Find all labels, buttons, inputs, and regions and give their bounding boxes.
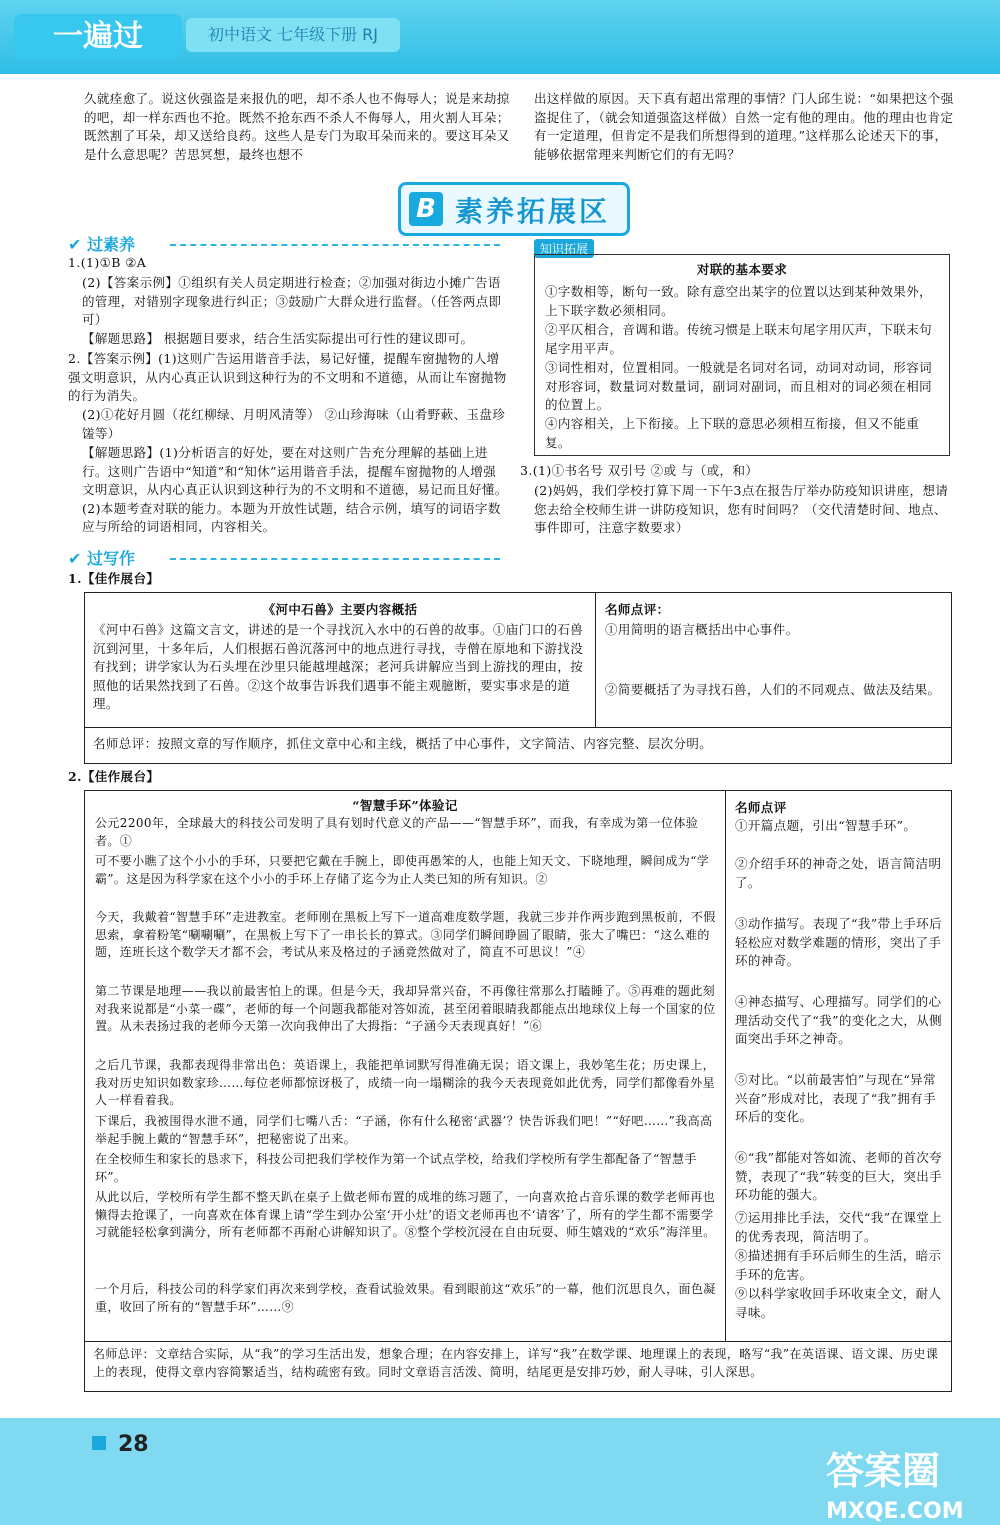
essay-1-body: 《河中石兽》这篇文言文，讲述的是一个寻找沉入水中的石兽的故事。①庙门口的石兽沉到河里，十多年后，人们根据石兽沉落河中的地点进行寻找，寺僧在原地和下游找没有找到；讲学家认为石头埋在沙里只能越埋越深；老河兵讲解应当到上游找的理由，按照他的话果然找到了石兽。②这个故事告诉我们遇事不能主观臆断，要实事求是的道理。 (93, 622, 584, 711)
essay-2-p2: 可不要小瞧了这个小小的手环，只要把它戴在手腕上，即使再愚笨的人，也能上知天文、下晓地理，瞬间成为“学霸”。这是因为科学家在这个小小的手环上存储了迄今为止人类已知的所有知识。② (95, 854, 710, 886)
knowledge-item-4: ④内容相关，上下衔接。上下联的意思必须相互衔接，但又不能重复。 (545, 416, 920, 450)
comment-2-1: ①开篇点题，引出“智慧手环”。 (735, 818, 917, 833)
heading-rule-2 (170, 558, 500, 560)
check-icon: ✔ (68, 549, 82, 568)
showcase-label-1: 1.【佳作展台】 (68, 571, 160, 586)
continued-text-right: 出这样做的原因。天下真有超出常理的事情？门人邱生说：“如果把这个强盗捉住了，（就会知道强盗这样做）自然一定有他的理由。他的理由也肯定有一定道理，但肯定不是我们所想得到的道理。”这样那么论述天下的事，能够依据常理来判断它们的有无吗？ (534, 91, 954, 162)
essay-1-cell (85, 593, 596, 727)
section-b-label: 素养拓展区 (455, 195, 611, 228)
q3-speech: (2)妈妈，我们学校打算下周一下午3点在报告厅举办防疫知识讲座，想请您去给全校师生讲一讲防疫知识，您有时间吗？（交代清楚时间、地点、事件即可，注意字数要求） (534, 483, 949, 535)
comment-2-4: ④神态描写、心理描写。同学们的心理活动交代了“我”的变化之大，从侧面突出手环之神奇。 (735, 994, 943, 1046)
heading-guo-suyang (68, 232, 135, 255)
essay-table-1 (84, 592, 952, 764)
section-b-badge: B (409, 192, 443, 226)
comment-2-3: ③动作描写。表现了“我”带上手环后轻松应对数学难题的情形，突出了手环的神奇。 (735, 916, 943, 968)
comment-1-title: 名师点评： (605, 602, 670, 617)
brand-logo: 一遍过 (14, 14, 182, 60)
header-banner (0, 0, 1000, 74)
section-b-title (398, 182, 630, 236)
continued-text-left: 久就痊愈了。说这伙强盗是来报仇的吧，却不杀人也不侮辱人；说是来劫掠的吧，却一样东西也不抢。既然不抢东西不杀人不侮辱人，用火割人耳朵；既然割了耳朵，却又送给良药。这些人是专门为取耳朵而来的。要这耳朵又是什么意思呢？苦思冥想，最终也想不 (84, 91, 510, 162)
book-subtitle: 初中语文 七年级下册 RJ (186, 18, 400, 52)
heading-guo-xiezuo (68, 546, 135, 569)
watermark-logo (826, 1440, 964, 1524)
comment-2-8: ⑧描述拥有手环后师生的生活，暗示手环的危害。 (735, 1248, 942, 1282)
page-marker-icon (92, 1436, 106, 1450)
q1-example: (2)【答案示例】①组织有关人员定期进行检查；②加强对街边小摊广告语的管理，对错别字现象进行纠正；③鼓励广大群众进行监督。（任答两点即可） (82, 275, 502, 327)
essay-2-p5: 之后几节课，我都表现得非常出色：英语课上，我能把单词默写得准确无误；语文课上，我妙笔生花；历史课上，我对历史知识如数家珍……每位老师都惊讶极了，成绩一向一塌糊涂的我今天表现竟如此优秀，同学们都像看外星人一样看着我。 (95, 1058, 716, 1108)
watermark-text: 答案圈 (826, 1449, 941, 1493)
comment-2-9: ⑨以科学家收回手环收束全文，耐人寻味。 (735, 1286, 942, 1320)
comment-2-2: ②介绍手环的神奇之处，语言简洁明了。 (735, 856, 942, 890)
knowledge-item-1: ①字数相等，断句一致。除有意空出某字的位置以达到某种效果外，上下联字数必须相同。 (545, 284, 933, 318)
essay-2-p8: 从此以后，学校所有学生都不整天趴在桌子上做老师布置的成堆的练习题了，一向喜欢抢占音乐课的数学老师再也懒得去抢课了，一向喜欢在体育课上请“学生到办公室‘开小灶’的语文老师再也不‘请客’了，所有的学生都不需要学习就能轻松拿到满分，所有老师都不再耐心讲解知识了。⑧整个学校沉浸在自由玩耍、师生嬉戏的“欢乐”海洋里。 (95, 1190, 716, 1240)
q2-example: 2.【答案示例】(1)这则广告运用谐音手法，易记好懂，提醒车窗抛物的人增强文明意识，从内心真正认识到这种行为的不文明和不道德，从而让车窗抛物的行为消失。 (68, 351, 507, 403)
heading-guo-suyang-label: 过素养 (86, 235, 135, 254)
essay-table-2 (84, 790, 952, 1392)
essay-2-p7: 在全校师生和家长的恳求下，科技公司把我们学校作为第一个试点学校，给我们学校所有学生都配备了“智慧手环”。 (95, 1152, 697, 1184)
comment-1-a: ①用简明的语言概括出中心事件。 (605, 622, 799, 637)
showcase-label-2: 2.【佳作展台】 (68, 769, 160, 784)
essay-2-p4: 第二节课是地理——我以前最害怕上的课。但是今天，我却异常兴奋，不再像往常那么打瞌睡了。⑤再难的题此刻对我来说都是“小菜一碟”，老师的每一个问题我都能对答如流，甚至闭着眼睛我都能点出地球仪上每一个国家的位置。从未表扬过我的老师今天第一次向我伸出了大拇指：“子涵今天表现真好！”⑥ (95, 984, 716, 1034)
check-icon: ✔ (68, 235, 82, 254)
summary-1-divider (85, 727, 951, 728)
essay-2-title: “智慧手环”体验记 (352, 798, 458, 813)
comment-1-b: ②简要概括了为寻找石兽，人们的不同观点、做法及结果。 (605, 682, 941, 697)
summary-2-divider (85, 1341, 951, 1342)
page-number: 28 (118, 1432, 149, 1457)
watermark-url: MXQE.COM (826, 1499, 964, 1524)
essay-2-cell (85, 791, 726, 1341)
q3-answer: 3.(1)①书名号 双引号 ②或 与（或，和） (520, 463, 759, 478)
q2-couplet: (2)①花好月圆（花红柳绿、月明风清等） ②山珍海味（山肴野蔌、玉盘珍馐等） (82, 407, 506, 441)
q1-analysis: 【解题思路】 根据题目要求，结合生活实际提出可行性的建议即可。 (82, 331, 474, 346)
essay-2-p9: 一个月后，科技公司的科学家们再次来到学校，查看试验效果。看到眼前这“欢乐”的一幕，他们沉思良久，面色凝重，收回了所有的“智慧手环”……⑨ (95, 1282, 716, 1314)
comment-2-5: ⑤对比。“以前最害怕”与现在“异常兴奋”形成对比，表现了“我”拥有手环后的变化。 (735, 1072, 936, 1124)
knowledge-box (534, 254, 950, 456)
q1-answer: 1.(1)①B ②A (68, 255, 147, 270)
knowledge-tag-label: 知识拓展 (534, 239, 594, 258)
essay-2-p6: 下课后，我被围得水泄不通，同学们七嘴八舌：“子涵，你有什么秘密‘武器’？快告诉我们吧！”“好吧……”我高高举起手腕上戴的“智慧手环”，把秘密说了出来。 (95, 1114, 713, 1146)
comment-2-7: ⑦运用排比手法，交代“我”在课堂上的优秀表现，简洁明了。 (735, 1210, 943, 1244)
heading-rule (170, 244, 500, 246)
summary-1: 名师总评：按照文章的写作顺序，抓住文章中心和主线，概括了中心事件，文字简洁、内容完整、层次分明。 (93, 736, 713, 751)
knowledge-item-3: ③词性相对，位置相同。一般就是名词对名词，动词对动词，形容词对形容词，数量词对数量词，副词对副词，而且相对的词必须在相同的位置上。 (545, 360, 933, 412)
q2-analysis: 【解题思路】(1)分析语言的好处，要在对这则广告充分理解的基础上进行。这则广告语中“知道”和“知休”运用谐音手法，提醒车窗抛物的人增强文明意识，从内心真正认识到这种行为的不文明和不道德，易记而且好懂。(2)本题考查对联的能力。本题为开放性试题，结合示例，填写的词语字数应与所给的词语相同，内容相关。 (82, 445, 508, 534)
knowledge-item-2: ②平仄相合，音调和谐。传统习惯是上联末句尾字用仄声，下联末句尾字用平声。 (545, 322, 933, 356)
knowledge-title: 对联的基本要求 (696, 262, 788, 277)
essay-1-title: 《河中石兽》主要内容概括 (262, 602, 418, 617)
comment-2-6: ⑥“我”都能对答如流、老师的首次夸赞，表现了“我”转变的巨大，突出手环功能的强大。 (735, 1150, 943, 1202)
essay-2-p1: 公元2200年，全球最大的科技公司发明了具有划时代意义的产品——“智慧手环”，而我，有幸成为第一位体验者。① (95, 816, 699, 848)
summary-2: 名师总评：文章结合实际，从“我”的学习生活出发，想象合理；在内容安排上，详写“我”在数学课、地理课上的表现，略写“我”在英语课、语文课、历史课上的表现，使得文章内容简繁适当，结构疏密有致。同时文章语言活泼、简明，结尾更是安排巧妙，耐人寻味，引人深思。 (93, 1347, 939, 1379)
comment-2-title: 名师点评 (735, 800, 787, 815)
essay-2-p3: 今天，我戴着“智慧手环”走进教室。老师刚在黑板上写下一道高难度数学题，我就三步并作两步跑到黑板前，不假思索，拿着粉笔“唰唰唰”，在黑板上写下了一串长长的算式。③同学们瞬间睁圆了眼睛，张大了嘴巴：“这么难的题，连班长这个数学天才都不会，考试从来及格过的子涵竟然做对了，简直不可思议！”④ (95, 910, 716, 960)
heading-guo-xiezuo-label: 过写作 (86, 549, 135, 568)
